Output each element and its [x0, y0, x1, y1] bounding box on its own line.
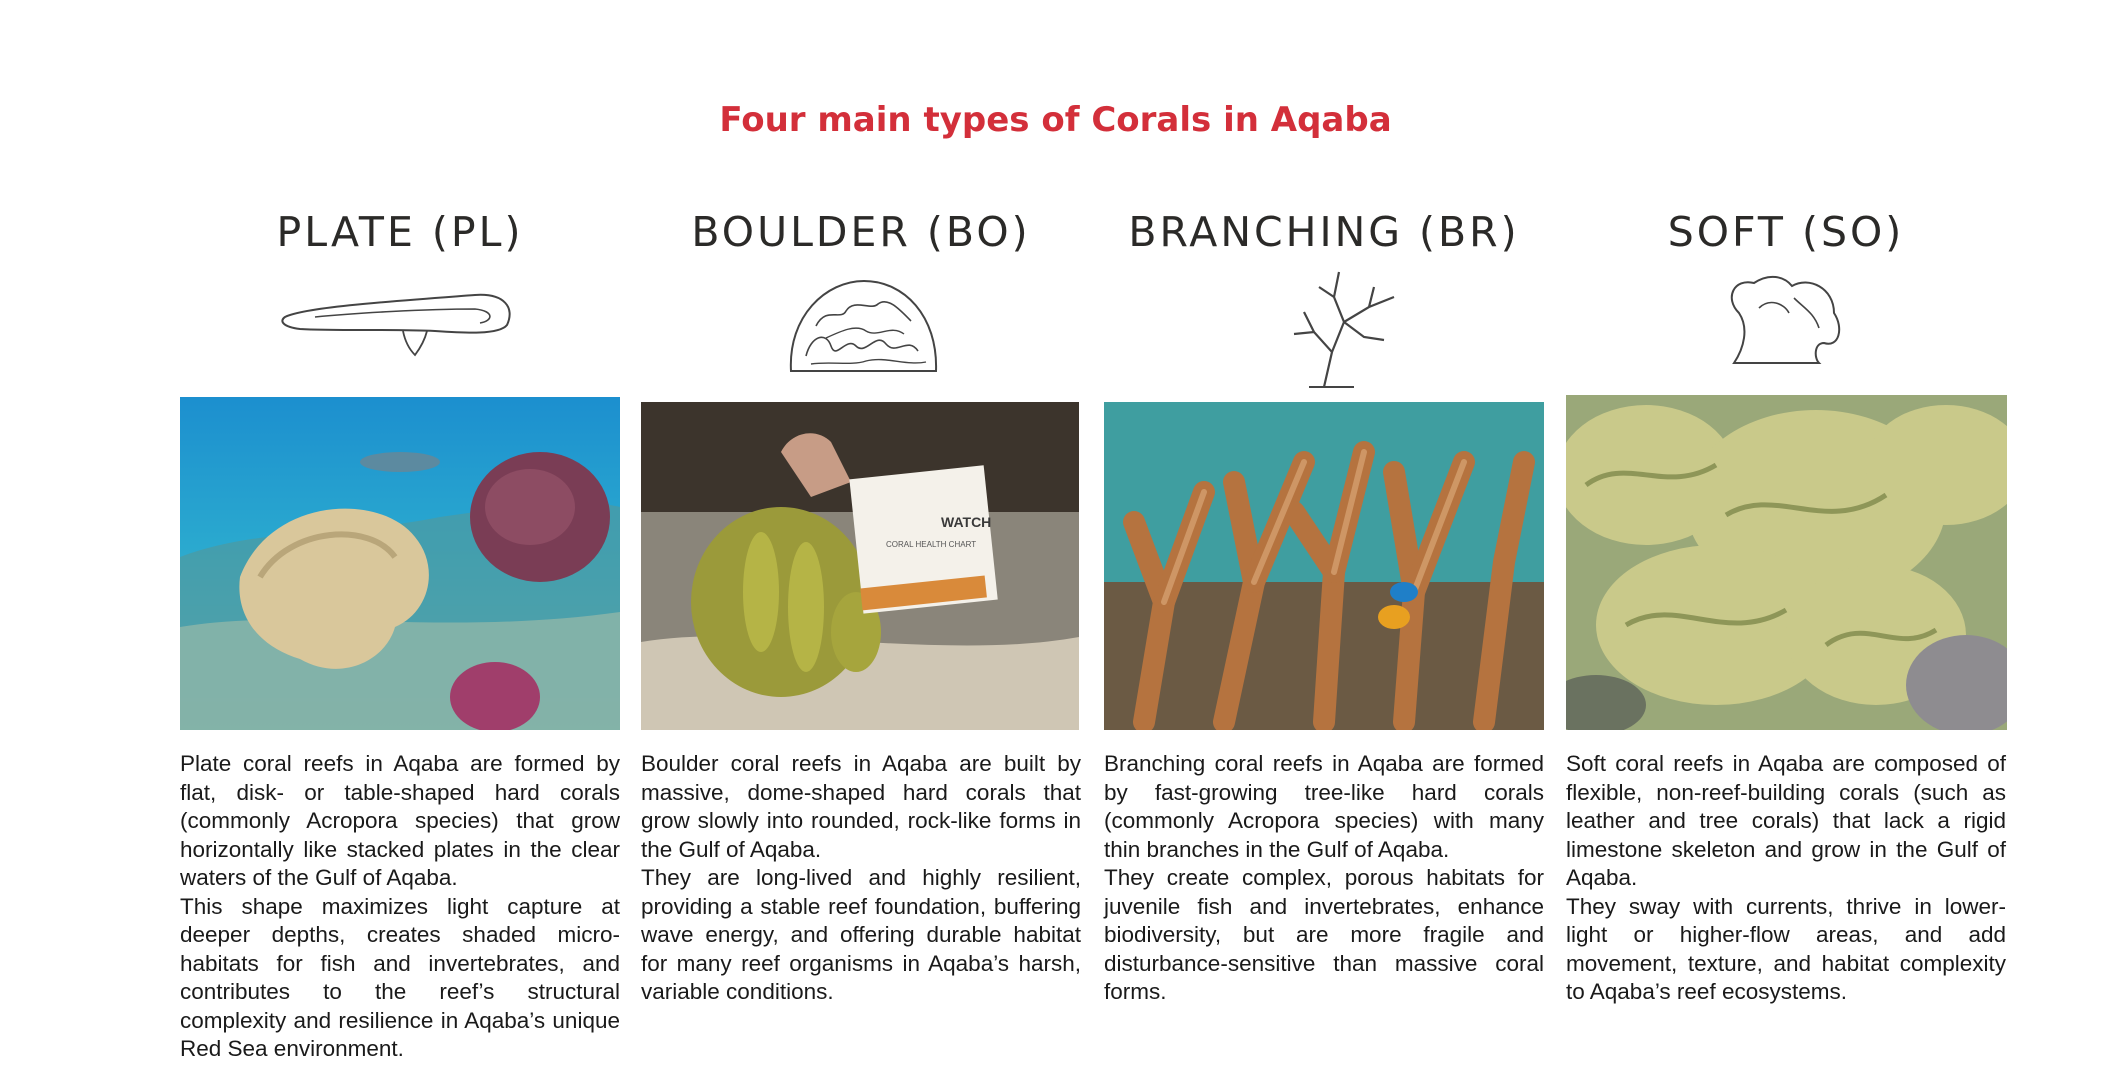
- branching-coral-photo: [1104, 402, 1544, 730]
- description-paragraph: They create complex, porous habitats for juvenile fish and invertebrates, enhance biodiversity, but are more fragile and disturbance-sensitive than massive coral forms.: [1104, 865, 1544, 1004]
- page-title: Four main types of Corals in Aqaba: [719, 100, 1392, 140]
- description-paragraph: This shape maximizes light capture at deeper depths, creates shaded micro-habitats for fish and invertebrates, and contributes to the reef’s structural complexity and resilience in Aqaba’s unique Red Sea environment.: [180, 893, 620, 1061]
- description-paragraph: Branching coral reefs in Aqaba are formed by fast-growing tree-like hard corals (commonly Acropora species) with many thin branches in the Gulf of Aqaba.: [1104, 751, 1544, 862]
- coral-heading: BOULDER (BO): [691, 208, 1031, 256]
- plate-coral-photo: [180, 397, 620, 730]
- coral-description: [1566, 750, 2006, 1007]
- coral-heading: PLATE (PL): [276, 208, 524, 256]
- description-paragraph: Soft coral reefs in Aqaba are composed of flexible, non-reef-building corals (such as leather and tree corals) that lack a rigid limestone skeleton and grow in the Gulf of Aqaba.: [1566, 751, 2006, 890]
- chart-card-subtext: CORAL HEALTH CHART: [886, 540, 977, 549]
- chart-card-text: WATCH: [941, 514, 992, 530]
- soft-coral-photo: [1566, 395, 2007, 730]
- plate-coral-icon: [275, 283, 515, 363]
- soft-coral-icon: [1714, 268, 1849, 368]
- coral-description: [641, 750, 1081, 1007]
- boulder-coral-icon: [786, 276, 941, 376]
- branching-coral-icon: [1274, 262, 1404, 392]
- coral-heading: SOFT (SO): [1667, 208, 1905, 256]
- boulder-coral-photo: [641, 402, 1079, 730]
- description-paragraph: They are long-lived and highly resilient, providing a stable reef foundation, buffering wave energy, and offering durable habitat for many reef organisms in Aqaba’s harsh, variable conditions.: [641, 865, 1081, 1004]
- description-paragraph: Boulder coral reefs in Aqaba are built by massive, dome-shaped hard corals that grow slowly into rounded, rock-like forms in the Gulf of Aqaba.: [641, 751, 1081, 862]
- coral-description: [1104, 750, 1544, 1007]
- coral-description: [180, 750, 620, 1064]
- coral-heading: BRANCHING (BR): [1128, 208, 1520, 256]
- description-paragraph: Plate coral reefs in Aqaba are formed by flat, disk- or table-shaped hard corals (commonly Acropora species) that grow horizontally like stacked plates in the clear waters of the Gulf of Aqaba.: [180, 751, 620, 890]
- description-paragraph: They sway with currents, thrive in lower-light or higher-flow areas, and add movement, texture, and habitat complexity to Aqaba’s reef ecosystems.: [1566, 893, 2006, 1004]
